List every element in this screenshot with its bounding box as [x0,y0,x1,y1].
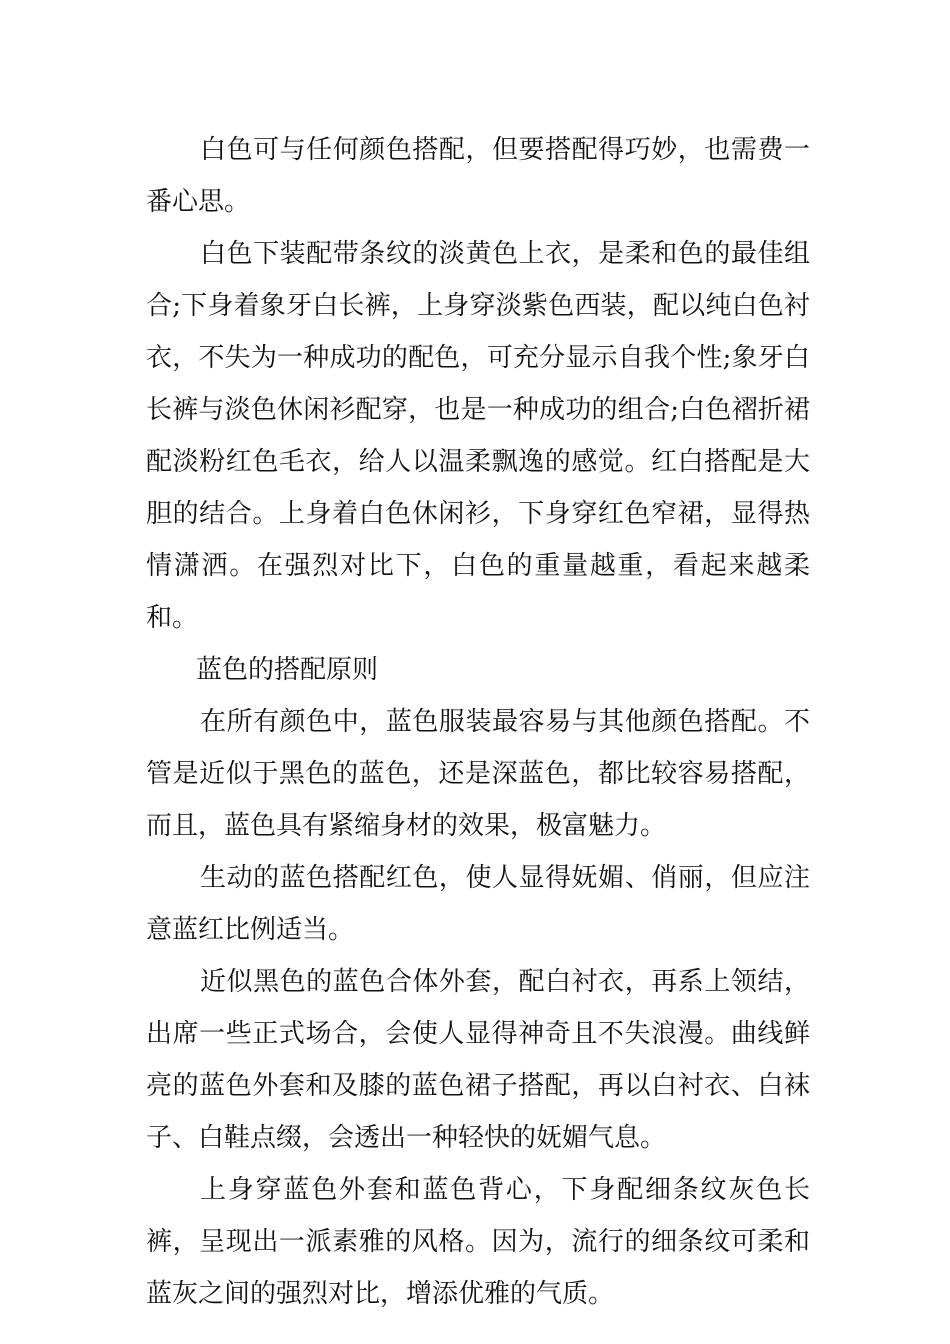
paragraph-white-combinations: 白色下装配带条纹的淡黄色上衣，是柔和色的最佳组合;下身着象牙白长裤，上身穿淡紫色西装，配以纯白色衬衣，不失为一种成功的配色，可充分显示自我个性;象牙白长裤与淡色休闲衫配穿，也是一种成功的组合;白色褶折裙配淡粉红色毛衣，给人以温柔飘逸的感觉。红白搭配是大胆的结合。上身着白色休闲衫，下身穿红色窄裙，显得热情潇洒。在强烈对比下，白色的重量越重，看起来越柔和。 [146,239,810,633]
paragraph-blue-black-suit: 近似黑色的蓝色合体外套，配白衬衣，再系上领结，出席一些正式场合，会使人显得神奇且不失浪漫。曲线鲜亮的蓝色外套和及膝的蓝色裙子搭配，再以白衬衣、白袜子、白鞋点缀，会透出一种轻快的妩媚气息。 [146,967,810,1153]
paragraph-blue-gray: 上身穿蓝色外套和蓝色背心，下身配细条纹灰色长裤，呈现出一派素雅的风格。因为，流行的细条纹可柔和蓝灰之间的强烈对比，增添优雅的气质。 [146,1175,810,1309]
section-heading-blue: 蓝色的搭配原则 [196,655,379,685]
paragraph-white-intro: 白色可与任何颜色搭配，但要搭配得巧妙，也需费一番心思。 [146,135,810,217]
document-body [146,124,810,1320]
paragraph-blue-intro: 在所有颜色中，蓝色服装最容易与其他颜色搭配。不管是近似于黑色的蓝色，还是深蓝色，都比较容易搭配，而且，蓝色具有紧缩身材的效果，极富魅力。 [146,707,810,841]
paragraph-blue-red: 生动的蓝色搭配红色，使人显得妩媚、俏丽，但应注意蓝红比例适当。 [146,863,810,945]
